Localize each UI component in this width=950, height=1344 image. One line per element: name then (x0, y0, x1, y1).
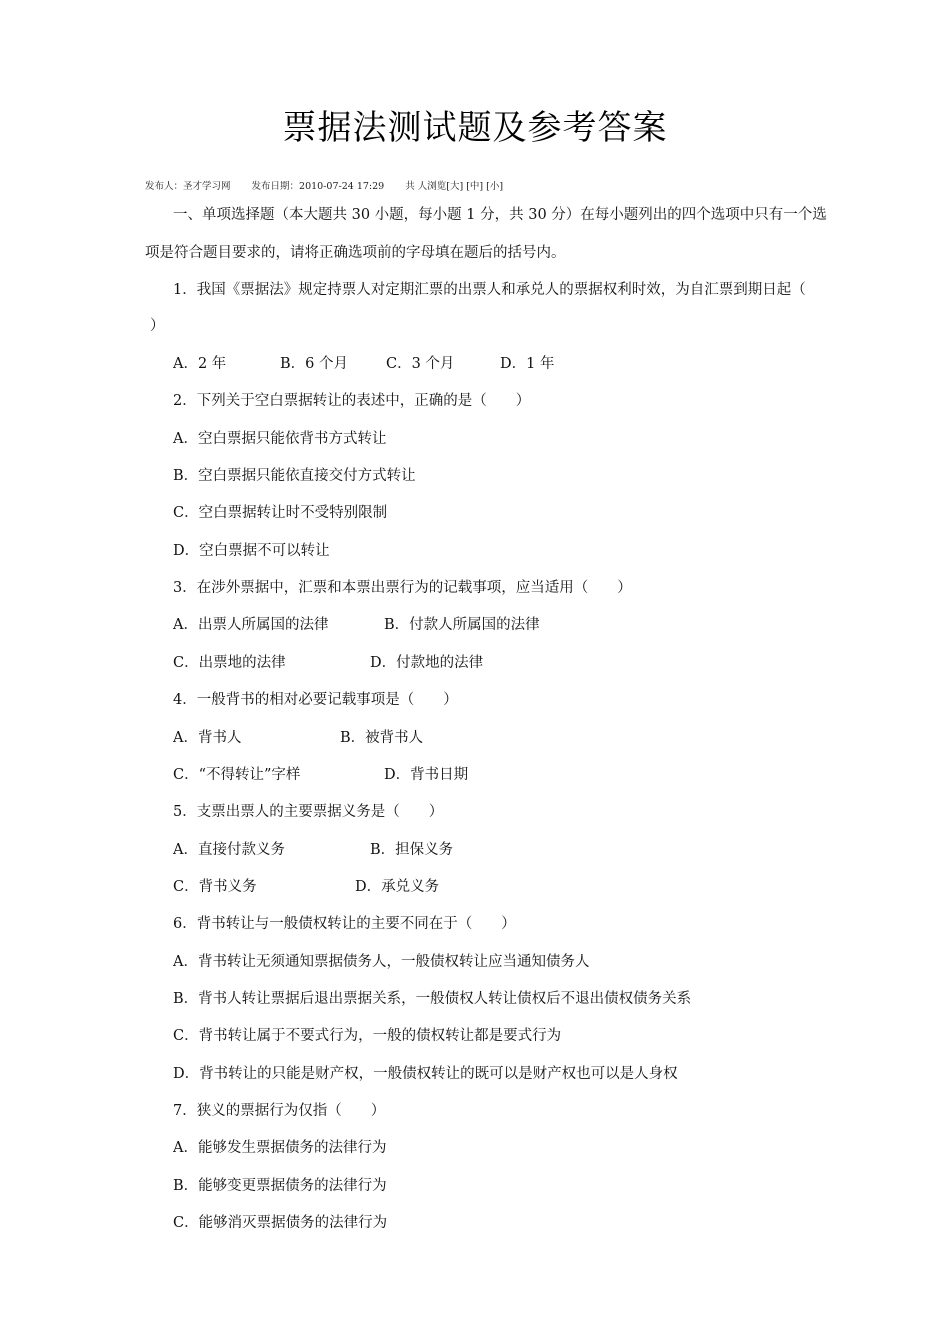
question-6-option-b: B．背书人转让票据后退出票据关系，一般债权人转让债权后不退出债权债务关系 (173, 991, 692, 1007)
question-1-stem-cont: ） (150, 318, 165, 334)
question-5-option-b: B．担保义务 (370, 842, 454, 858)
question-4-option-b: B．被背书人 (340, 730, 424, 746)
question-1-option-b: B．6 个月 (280, 356, 348, 372)
question-2-option-b: B．空白票据只能依直接交付方式转让 (173, 468, 416, 484)
question-7-option-a: A．能够发生票据债务的法律行为 (173, 1140, 387, 1156)
question-4-option-a: A．背书人 (173, 730, 242, 746)
section-intro-line-2: 项是符合题目要求的，请将正确选项前的字母填在题后的括号内。 (145, 245, 566, 261)
question-6-option-a: A．背书转让无须通知票据债务人，一般债权转让应当通知债务人 (173, 954, 590, 970)
question-6-option-c: C．背书转让属于不要式行为，一般的债权转让都是要式行为 (173, 1028, 562, 1044)
question-1-stem: 1．我国《票据法》规定持票人对定期汇票的出票人和承兑人的票据权利时效，为自汇票到期日起（ (173, 282, 806, 298)
question-7-option-c: C．能够消灭票据债务的法律行为 (173, 1215, 388, 1231)
publish-meta (145, 178, 521, 192)
question-3-stem: 3．在涉外票据中，汇票和本票出票行为的记载事项，应当适用（ ） (173, 580, 632, 596)
question-6-option-d: D．背书转让的只能是财产权，一般债权转让的既可以是财产权也可以是人身权 (173, 1066, 678, 1082)
question-2-option-d: D．空白票据不可以转让 (173, 543, 330, 559)
question-5-option-d: D．承兑义务 (355, 879, 440, 895)
publish-date: 发布日期：2010-07-24 17:29 (251, 181, 385, 192)
question-3-option-a: A．出票人所属国的法律 (173, 617, 329, 633)
section-intro-line-1: 一、单项选择题（本大题共 30 小题，每小题 1 分，共 30 分）在每小题列出的四个选项中只有一个选 (173, 207, 827, 223)
question-4-option-d: D．背书日期 (384, 767, 469, 783)
publisher: 发布人：圣才学习网 (145, 181, 231, 192)
view-count: 共 人浏览[大] [中] [小] (405, 181, 504, 192)
question-3-option-b: B．付款人所属国的法律 (384, 617, 540, 633)
question-2-stem: 2．下列关于空白票据转让的表述中，正确的是（ ） (173, 393, 531, 409)
question-3-option-c: C．出票地的法律 (173, 655, 286, 671)
question-2-option-c: C．空白票据转让时不受特别限制 (173, 505, 388, 521)
question-5-option-c: C．背书义务 (173, 879, 257, 895)
question-7-stem: 7．狭义的票据行为仅指（ ） (173, 1103, 386, 1119)
question-5-option-a: A．直接付款义务 (173, 842, 285, 858)
question-2-option-a: A．空白票据只能依背书方式转让 (173, 431, 387, 447)
question-1-option-d: D．1 年 (500, 356, 555, 372)
question-1-option-c: C．3 个月 (386, 356, 455, 372)
page-title: 票据法测试题及参考答案 (282, 108, 668, 148)
question-6-stem: 6．背书转让与一般债权转让的主要不同在于（ ） (173, 916, 516, 932)
question-7-option-b: B．能够变更票据债务的法律行为 (173, 1178, 387, 1194)
question-4-option-c: C．“不得转让”字样 (173, 767, 301, 783)
question-4-stem: 4．一般背书的相对必要记载事项是（ ） (173, 692, 458, 708)
question-5-stem: 5．支票出票人的主要票据义务是（ ） (173, 804, 444, 820)
question-3-option-d: D．付款地的法律 (370, 655, 484, 671)
question-1-option-a: A．2 年 (173, 356, 227, 372)
